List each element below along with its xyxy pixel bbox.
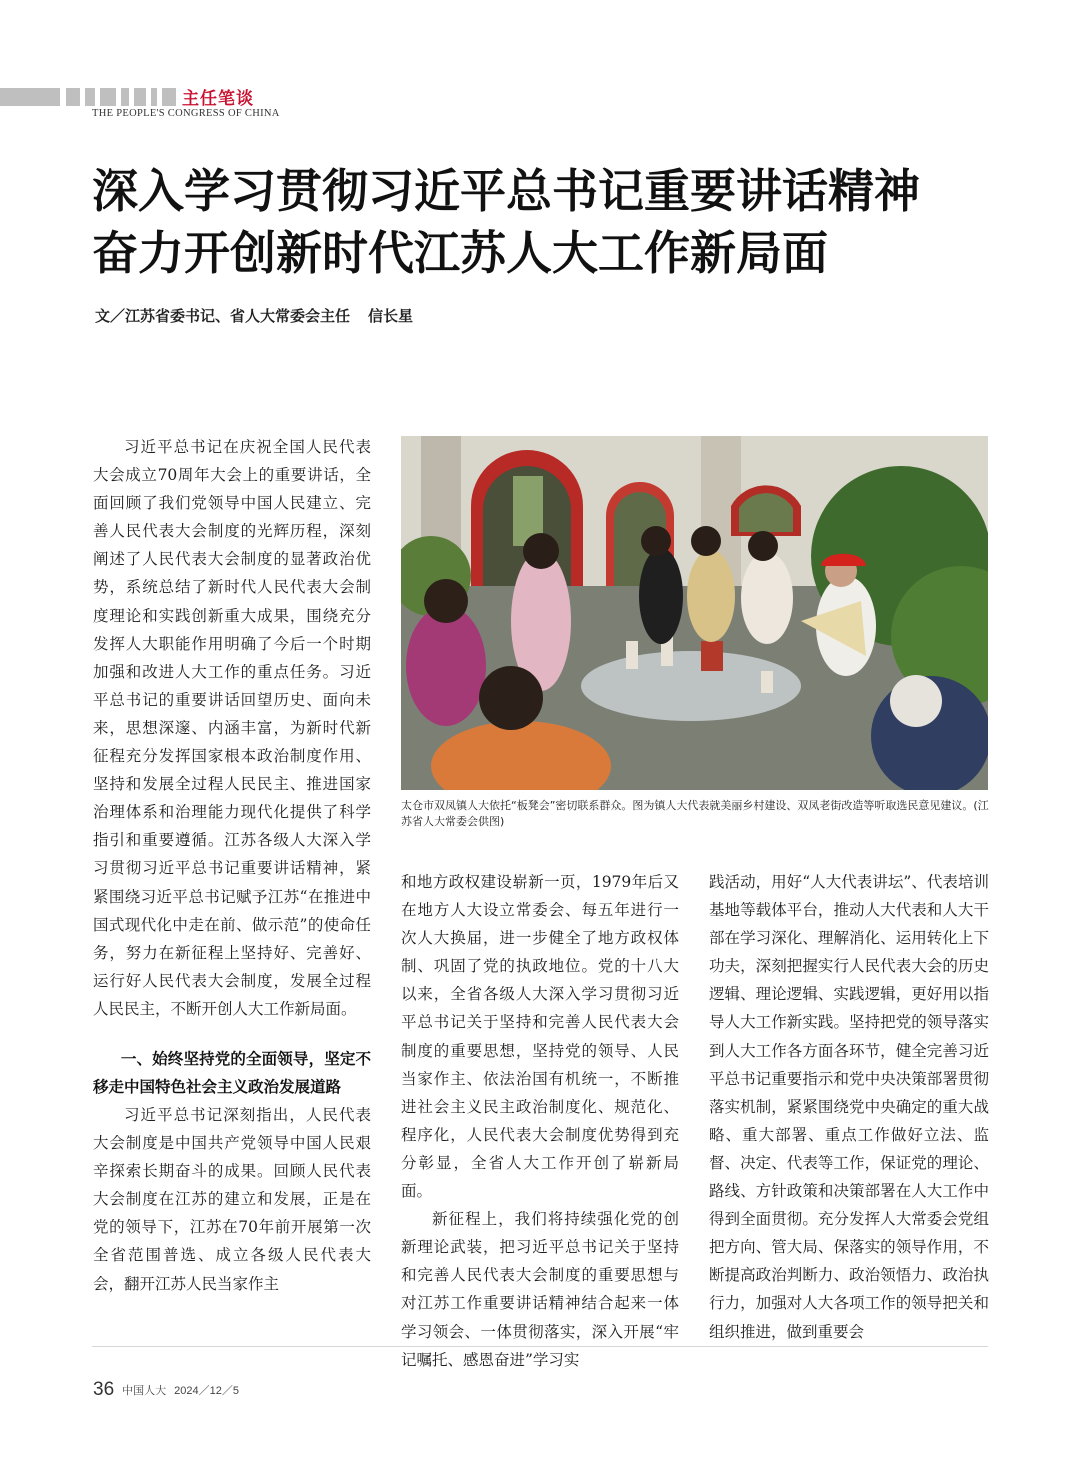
paragraph: 践活动，用好“人大代表讲坛”、代表培训基地等载体平台，推动人大代表和人大干部在学习深化、理解消化、运用转化上下功夫，深刻把握实行人民代表大会的历史逻辑、理论逻辑、实践逻辑，更好用以指导人大工作新实践。坚持把党的领导落实到人大工作各方面各环节，健全完善习近平总书记重要指示和党中央决策部署贯彻落实机制，紧紧围绕党中央确定的重大战略、重大部署、重点工作做好立法、监督、决定、代表等工作，保证党的理论、路线、方针政策和决策部署在人大工作中得到全面贯彻。充分发挥人大常委会党组把方向、管大局、保落实的领导作用，不断提高政治判断力、政治领悟力、政治执行力，加强对人大各项工作的领导把关和组织推进，做到重要会 [709,873,989,1341]
article-title-line-2: 奋力开创新时代江苏人大工作新局面 [92,226,828,280]
footer-divider [92,1346,988,1347]
text-column-3 [709,868,989,1346]
text-column-2 [401,868,679,1374]
issue-number: 2024／12／5 [174,1385,239,1397]
courtyard-meeting-illustration [401,436,988,790]
article-title-line-1: 深入学习贯彻习近平总书记重要讲话精神 [92,164,920,218]
byline [95,305,413,326]
paragraph: 新征程上，我们将持续强化党的创新理论武装，把习近平总书记关于坚持和完善人民代表大会制度的重要思想与对江苏工作重要讲话精神结合起来一体学习领会、一体贯彻落实，深入开展“牢记嘱托、感恩奋进”学习实 [401,1210,679,1369]
paragraph: 习近平总书记深刻指出，人民代表大会制度是中国共产党领导中国人民艰辛探索长期奋斗的成果。回顾人民代表大会制度在江苏的建立和发展，正是在党的领导下，江苏在70年前开展第一次全省范围普选、成立各级人民代表大会，翻开江苏人民当家作主 [93,1105,371,1293]
paragraph: 习近平总书记在庆祝全国人民代表大会成立70周年大会上的重要讲话，全面回顾了我们党领导中国人民建立、完善人民代表大会制度的光辉历程，深刻阐述了人民代表大会制度的显著政治优势，系统总结了新时代人民代表大会制度理论和实践创新重大成果，围绕充分发挥人大职能作用明确了今后一个时期加强和改进人大工作的重点任务。习近平总书记的重要讲话回望历史、面向未来，思想深邃、内涵丰富，为新时代新征程充分发挥国家根本政治制度作用、坚持和发展全过程人民民主、推进国家治理体系和治理能力现代化提供了科学指引和重要遵循。江苏各级人大深入学习贯彻习近平总书记重要讲话精神，紧紧围绕习近平总书记赋予江苏“在推进中国式现代化中走在前、做示范”的使命任务，努力在新征程上坚持好、完善好、运行好人民代表大会制度，发展全过程人民民主，不断开创人大工作新局面。 [93,438,371,1018]
paragraph: 和地方政权建设崭新一页，1979年后又在地方人大设立常委会、每五年进行一次人大换届，进一步健全了地方政权体制、巩固了党的执政地位。党的十八大以来，全省各级人大深入学习贯彻习近平总书记关于坚持和完善人民代表大会制度的重要思想，坚持党的领导、人民当家作主、依法治国有机统一，不断推进社会主义民主政治制度化、规范化、程序化，人民代表大会制度优势得到充分彰显，全省人大工作开创了崭新局面。 [401,873,679,1201]
magazine-name: 中国人大 [122,1384,167,1397]
section-heading: 一、始终坚持党的全面领导，坚定不移走中国特色社会主义政治发展道路 [93,1049,371,1096]
page-footer [93,1379,239,1401]
byline-role: 文／江苏省委书记、省人大常委会主任 [95,307,351,325]
header-decor-bars [0,88,180,106]
page-number: 36 [93,1379,115,1400]
byline-author: 信长星 [368,307,414,325]
article-photo [401,436,988,790]
section-tag: 主任笔谈 [182,89,254,109]
magazine-name-en: THE PEOPLE'S CONGRESS OF CHINA [92,108,280,119]
photo-caption: 太仓市双凤镇人大依托“板凳会”密切联系群众。图为镇人大代表就美丽乡村建设、双凤老街改造等听取选民意见建议。(江苏省人大常委会供图) [401,799,989,828]
text-column-1 [93,433,371,1298]
